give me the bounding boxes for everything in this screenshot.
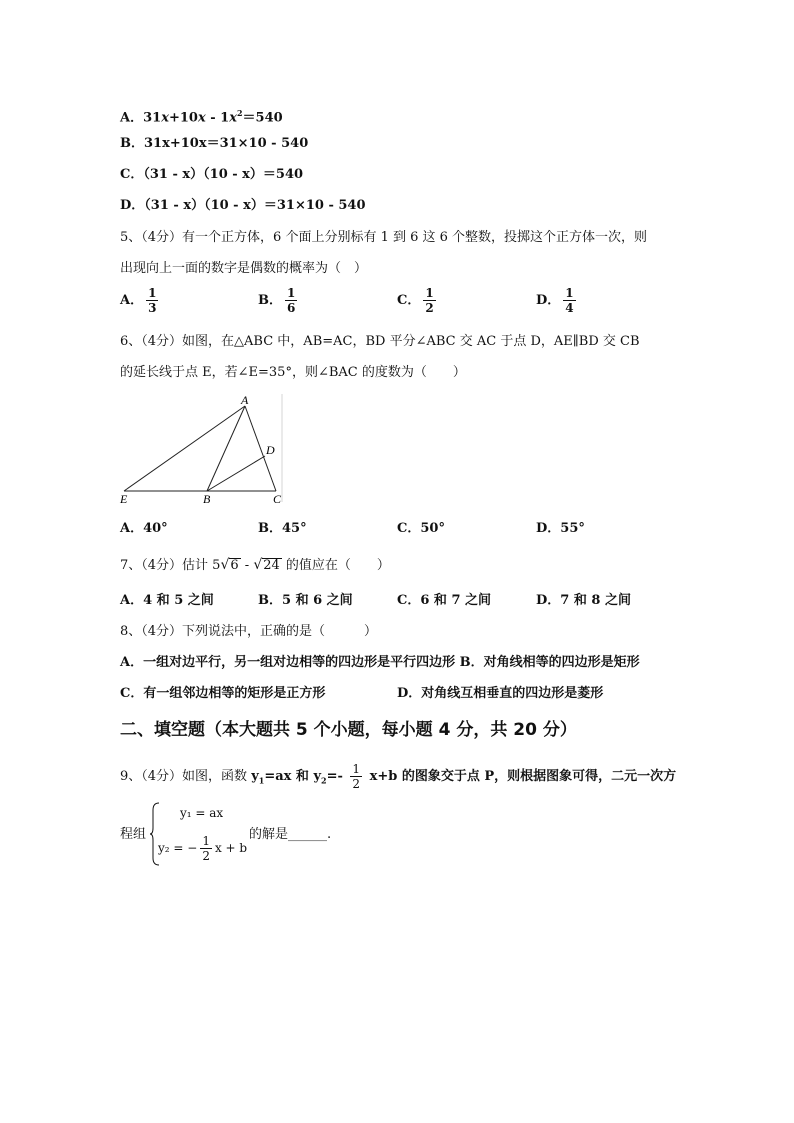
q5-stem-line2: 出现向上一面的数字是偶数的概率为（ ） xyxy=(120,261,368,276)
q8-options-ab: A．一组对边平行，另一组对边相等的四边形是平行四边形 B．对角线相等的四边形是矩形 xyxy=(120,655,640,670)
q4-option-b: B．31x+10x＝31×10 - 540 xyxy=(120,136,309,151)
fraction: $\frac{1}{4}$ xyxy=(565,286,574,315)
label-a: A xyxy=(241,393,249,407)
q5-stem-line1: 5、（4分）有一个正方体，6 个面上分别标有 1 到 6 这 6 个整数，投掷这个正方体一次，则 xyxy=(120,230,648,245)
q7-stem: 7、（4分）估计 5√6 - √24 的值应在（ ） xyxy=(120,557,390,573)
q6-stem-line2: 的延长线于点 E，若∠E=35°，则∠BAC 的度数为（ ） xyxy=(120,365,466,380)
q6-option-b: B．45° xyxy=(258,521,307,536)
q7-option-b: B．5 和 6 之间 xyxy=(258,593,353,608)
q9-answer-blank[interactable]: 的解是______. xyxy=(249,827,332,842)
system-equation-2: y₂ = − $\frac{1}{2}$ x + b xyxy=(158,834,248,863)
q8-option-c: C．有一组邻边相等的矩形是正方形 xyxy=(120,686,326,701)
label-d: D xyxy=(266,443,275,457)
fraction: $\frac{1}{2}$ xyxy=(352,762,361,791)
q6-option-c: C．50° xyxy=(397,521,445,536)
q5-option-b: B． $\frac{1}{6}$ xyxy=(258,286,296,315)
q9-system-label: 程组 xyxy=(120,827,147,842)
q4-option-d: D．（31 - x）（10 - x）＝31×10 - 540 xyxy=(120,198,366,213)
q7-option-d: D．7 和 8 之间 xyxy=(536,593,631,608)
label-c: C xyxy=(273,492,282,506)
fraction: $\frac{1}{2}$ xyxy=(202,834,210,863)
fraction: $\frac{1}{3}$ xyxy=(148,286,157,315)
q6-option-a: A．40° xyxy=(120,521,168,536)
system-equation-1: y₁ = ax xyxy=(180,806,224,820)
q9-stem-line1: 9、（4分）如图，函数 $y_1=ax$ 和 $y_2=-$ $\frac{1}{2}$ x+b 的图象交于点 P，则根据图象可得，二元一次方 xyxy=(120,762,677,791)
segment-ea xyxy=(124,406,245,491)
q8-stem: 8、（4分）下列说法中，正确的是（ ） xyxy=(120,624,378,639)
section-heading-fill-in: 二、填空题（本大题共 5 个小题，每小题 4 分，共 20 分） xyxy=(120,720,577,740)
q6-option-d: D．55° xyxy=(536,521,585,536)
triangle-figure xyxy=(110,390,300,510)
label-b: B xyxy=(203,492,211,506)
fraction: $\frac{1}{6}$ xyxy=(287,286,296,315)
q5-option-d: D． $\frac{1}{4}$ xyxy=(536,286,574,315)
q7-option-c: C．6 和 7 之间 xyxy=(397,593,492,608)
fraction: $\frac{1}{2}$ xyxy=(425,286,434,315)
label-e: E xyxy=(120,492,128,506)
q8-option-d: D．对角线互相垂直的四边形是菱形 xyxy=(397,686,604,701)
q4-option-a: A．$31x+10x - 1x^2=540$ xyxy=(120,108,283,126)
q5-option-a: A． $\frac{1}{3}$ xyxy=(120,286,157,315)
segment-bd xyxy=(207,456,265,491)
q6-stem-line1: 6、（4分）如图，在△ABC 中，AB=AC，BD 平分∠ABC 交 AC 于点 D，AE∥BD 交 CB xyxy=(120,334,640,349)
q4-option-c: C．（31 - x）（10 - x）＝540 xyxy=(120,167,304,182)
q7-option-a: A．4 和 5 之间 xyxy=(120,593,214,608)
q5-option-c: C． $\frac{1}{2}$ xyxy=(397,286,434,315)
